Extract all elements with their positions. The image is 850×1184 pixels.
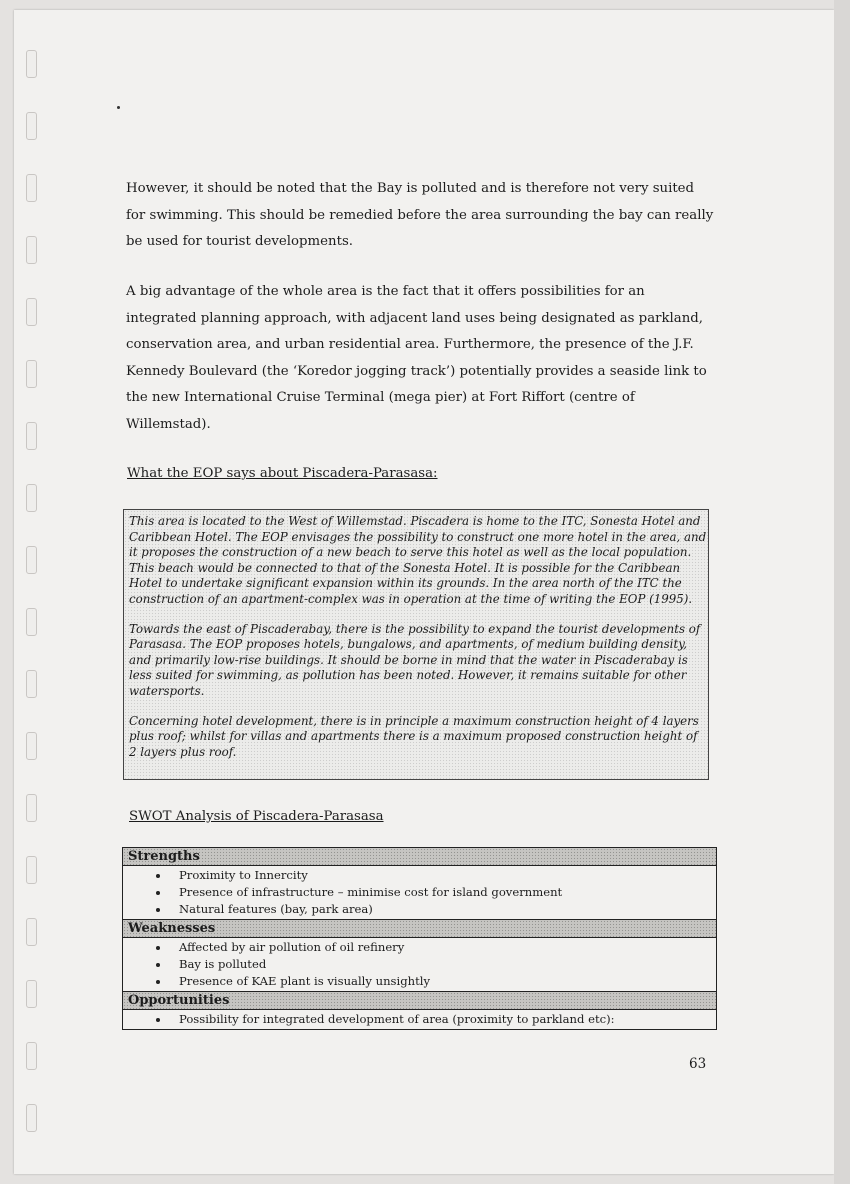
binding-hole bbox=[26, 608, 37, 636]
paragraph-pollution: However, it should be noted that the Bay is polluted and is therefore not very suited for swimming. This should be remedied before the area surrounding the bay can really be used for tourist developments. bbox=[126, 181, 714, 249]
swot-section-opportunities bbox=[123, 991, 716, 1029]
swot-heading: Weaknesses bbox=[123, 919, 716, 938]
binding-hole bbox=[26, 1104, 37, 1132]
eop-heading: What the EOP says about Piscadera-Parasasa: bbox=[127, 466, 438, 481]
swot-table bbox=[122, 847, 717, 1030]
swot-section-weaknesses bbox=[123, 919, 716, 991]
binding-hole bbox=[26, 1042, 37, 1070]
eop-paragraph: This area is located to the West of Willemstad. Piscadera is home to the ITC, Sonesta Hotel and Caribbean Hotel. The EOP envisages the possibility to construct one more hotel in the area, and it proposes the construction of a new beach to serve this hotel as well as the local population. This beach would be connected to that of the Sonesta Hotel. It is possible for the Caribbean Hotel to undertake significant expansion within its grounds. In the area north of the ITC the construction of an apartment-complex was in operation at the time of writing the EOP (1995). bbox=[129, 514, 707, 606]
eop-quote-box bbox=[123, 509, 709, 780]
page-number: 63 bbox=[689, 1056, 707, 1072]
swot-heading: Opportunities bbox=[123, 991, 716, 1010]
binding-hole bbox=[26, 856, 37, 884]
binding-hole bbox=[26, 174, 37, 202]
binding-hole bbox=[26, 980, 37, 1008]
list-item: Affected by air pollution of oil refinery bbox=[123, 939, 716, 956]
binding-hole bbox=[26, 298, 37, 326]
binding-hole bbox=[26, 236, 37, 264]
paragraph-integrated-planning: A big advantage of the whole area is the fact that it offers possibilities for an integrated planning approach, with adjacent land uses being designated as parkland, conservation area, and urban residential area. Furthermore, the presence of the J.F. Kennedy Boulevard (the ‘Koredor jogging track’) potentially provides a seaside link to the new International Cruise Terminal (mega pier) at Fort Riffort (centre of Willemstad). bbox=[126, 284, 707, 432]
swot-title: SWOT Analysis of Piscadera-Parasasa bbox=[129, 809, 384, 824]
binding-hole bbox=[26, 484, 37, 512]
page-edge bbox=[834, 0, 850, 1184]
list-item: Natural features (bay, park area) bbox=[123, 901, 716, 918]
list-item: Presence of infrastructure – minimise cost for island government bbox=[123, 884, 716, 901]
binding-hole bbox=[26, 732, 37, 760]
binding-hole bbox=[26, 546, 37, 574]
list-item: Presence of KAE plant is visually unsightly bbox=[123, 973, 716, 990]
swot-list bbox=[123, 1010, 716, 1029]
swot-heading: Strengths bbox=[123, 848, 716, 866]
swot-list bbox=[123, 866, 716, 919]
binding-hole bbox=[26, 360, 37, 388]
binding-hole bbox=[26, 50, 37, 78]
list-item: Bay is polluted bbox=[123, 956, 716, 973]
binding-hole bbox=[26, 112, 37, 140]
binding-hole bbox=[26, 422, 37, 450]
eop-paragraph: Towards the east of Piscaderabay, there is the possibility to expand the tourist developments of Parasasa. The EOP proposes hotels, bungalows, and apartments, of medium building density, and primarily low-rise buildings. It should be borne in mind that the water in Piscaderabay is less suited for swimming, as pollution has been noted. However, it remains suitable for other watersports. bbox=[129, 621, 701, 698]
eop-paragraph: Concerning hotel development, there is in principle a maximum construction height of 4 layers plus roof; whilst for villas and apartments there is a maximum proposed construction height of 2 layers plus roof. bbox=[129, 713, 699, 759]
list-item: Possibility for integrated development of area (proximity to parkland etc): bbox=[123, 1011, 716, 1028]
swot-list bbox=[123, 938, 716, 991]
binding-hole bbox=[26, 794, 37, 822]
stray-mark bbox=[117, 106, 120, 109]
swot-section-strengths bbox=[123, 848, 716, 919]
binding-hole bbox=[26, 670, 37, 698]
list-item: Proximity to Innercity bbox=[123, 867, 716, 884]
binding-hole bbox=[26, 918, 37, 946]
